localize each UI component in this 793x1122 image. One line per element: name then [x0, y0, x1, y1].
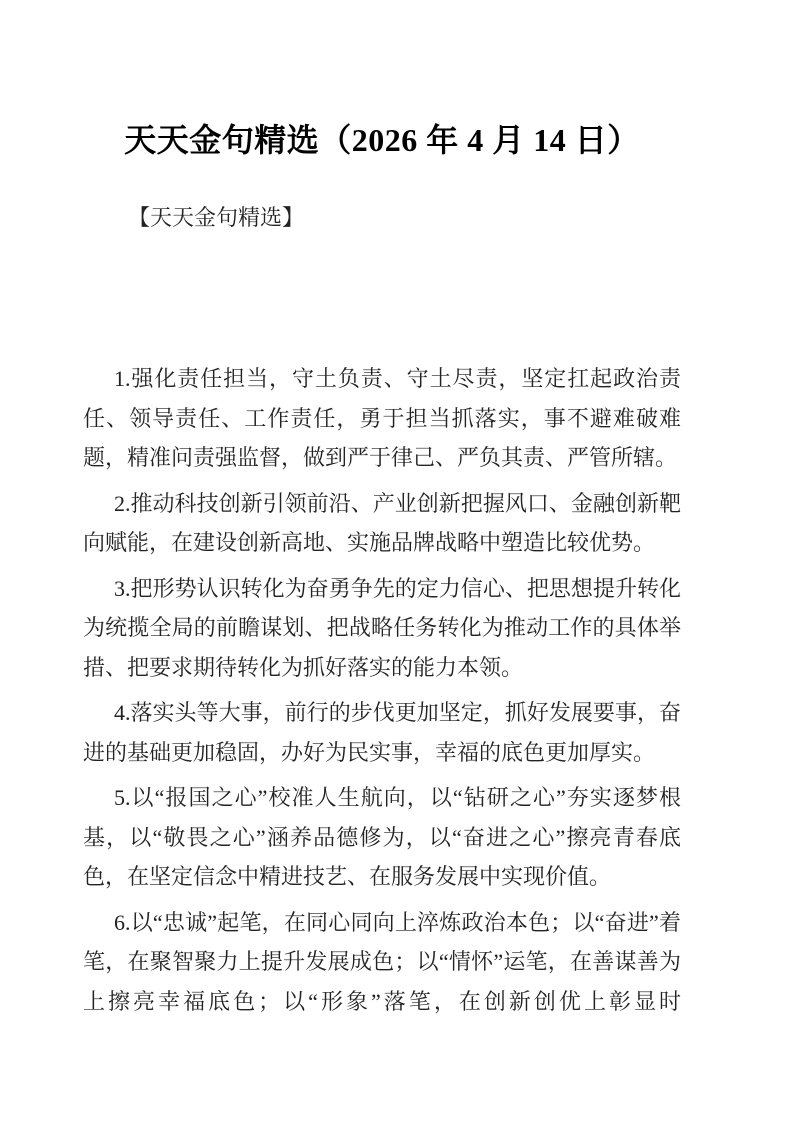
paragraph-2: 2.推动科技创新引领前沿、产业创新把握风口、金融创新靶向赋能，在建设创新高地、实施品牌战略中塑造比较优势。	[83, 490, 681, 555]
document-subtitle: 【天天金句精选】	[128, 205, 305, 230]
blank-space	[83, 238, 681, 359]
document-title: 天天金句精选（2026 年 4 月 14 日）	[124, 122, 640, 158]
paragraph-1: 1.强化责任担当，守土负责、守土尽责，坚定扛起政治责任、领导责任、工作责任，勇于担当抓落实，事不避难破难题，精准问责强监督，做到严于律己、严负其责、严管所辖。	[83, 366, 681, 470]
paragraph-4: 4.落实头等大事，前行的步伐更加坚定，抓好发展要事，奋进的基础更加稳固，办好为民实事，幸福的底色更加厚实。	[83, 700, 681, 765]
paragraph-3: 3.把形势认识转化为奋勇争先的定力信心、把思想提升转化为统揽全局的前瞻谋划、把战略任务转化为推动工作的具体举措、把要求期待转化为抓好落实的能力本领。	[83, 575, 681, 680]
paragraph-5: 5.以“报国之心”校准人生航向，以“钻研之心”夯实逐梦根基，以“敬畏之心”涵养品德修为，以“奋进之心”擦亮青春底色，在坚定信念中精进技艺、在服务发展中实现价值。	[83, 785, 681, 889]
paragraph-6-truncated: 6.以“忠诚”起笔，在同心同向上淬炼政治本色；以“奋进”着笔，在聚智聚力上提升发展成色；以“情怀”运笔，在善谋善为上擦亮幸福底色；以“形象”落笔，在创新创优上彰显时	[83, 909, 681, 1014]
